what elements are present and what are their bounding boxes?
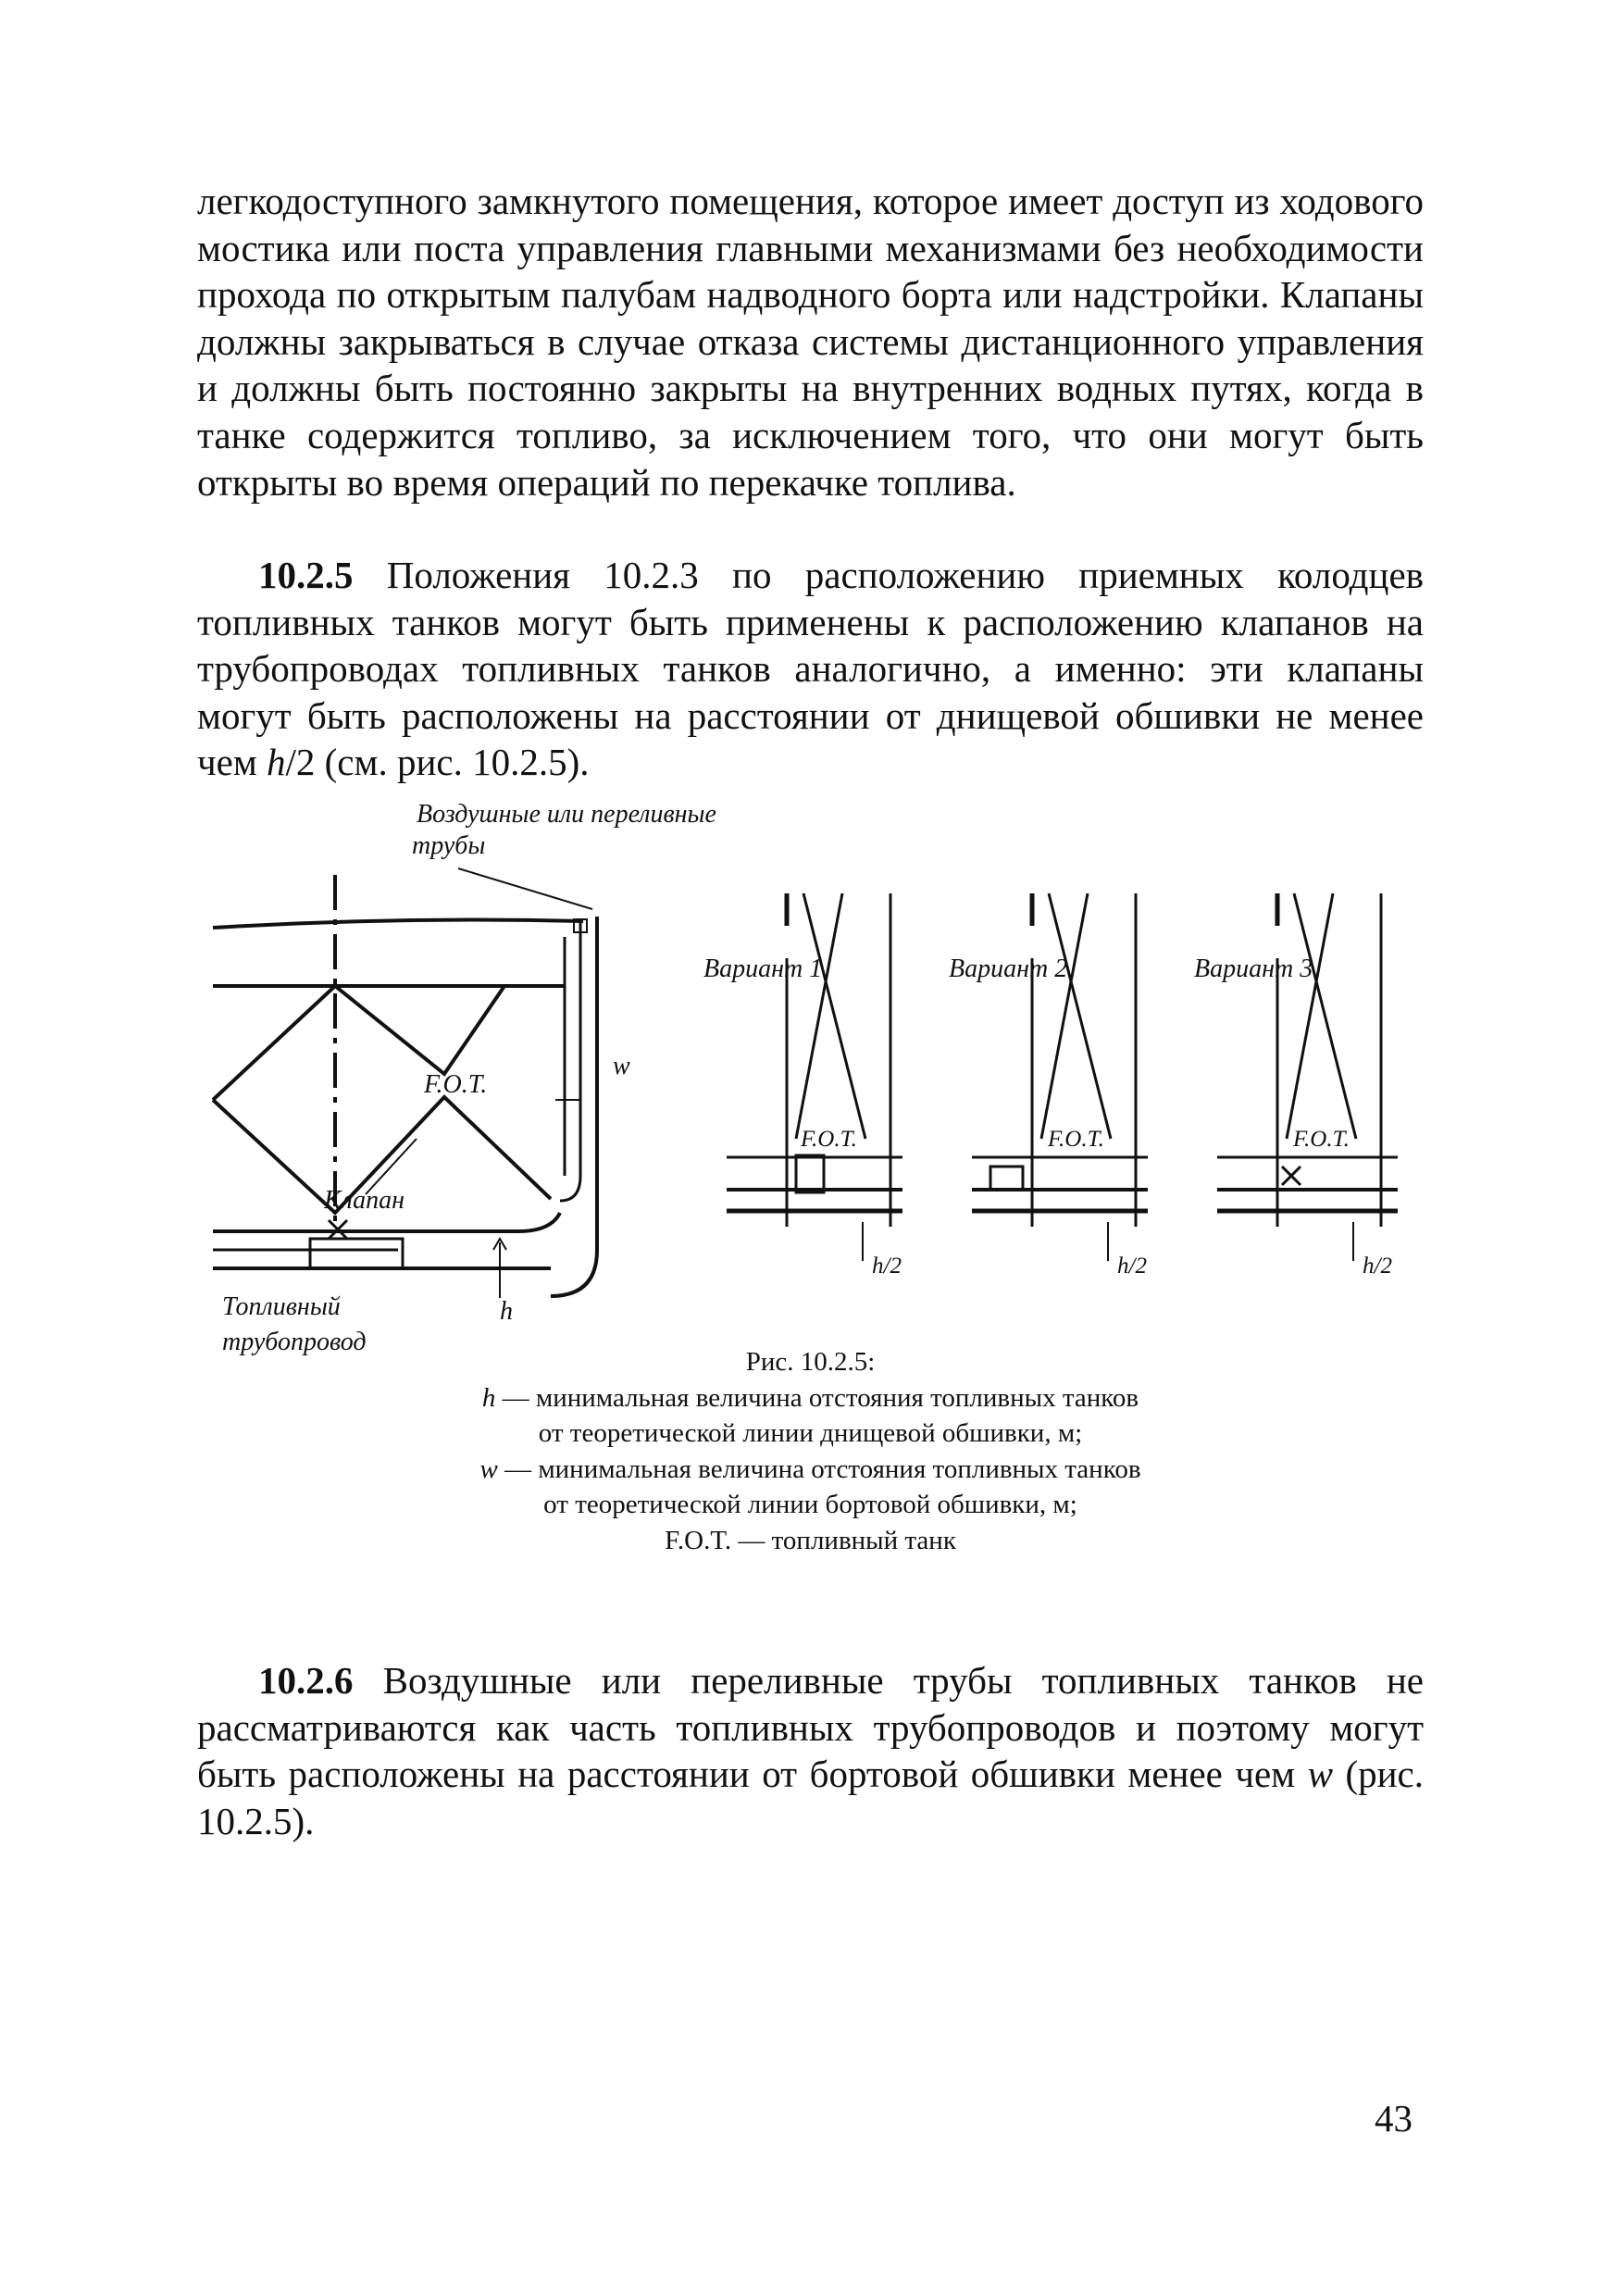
caption-title: Рис. 10.2.5:: [745, 1347, 876, 1377]
label-fot-v1: F.O.T.: [801, 1127, 857, 1152]
caption-text-w: — минимальная величина отстояния топливных танков: [497, 1454, 1141, 1484]
caption-line-h: [197, 1380, 1424, 1416]
label-fot-v2: F.O.T.: [1048, 1127, 1104, 1152]
variant-3-diagram: [1194, 893, 1398, 1279]
label-variant-1: Вариант 1: [703, 955, 823, 983]
paragraph-tail: (рис. 10.2.5).: [197, 1753, 1425, 1842]
label-air-pipes-line2: трубы: [412, 831, 486, 860]
caption-line-5: F.O.T. — топливный танк: [665, 1525, 956, 1555]
clause-number: 10.2.6: [258, 1659, 354, 1702]
label-h2-v3: h/2: [1363, 1254, 1392, 1279]
paragraph-text: Положения 10.2.3 по расположению приемных колодцев топливных танков могут быть применены к расположению клапанов на трубопроводах топливных танков аналогично, а именно: эти клапаны могут быть расположены на расстоянии от днищевой обшивки не менее чем: [197, 554, 1424, 784]
paragraph-continuation: легкодоступного замкнутого помещения, которое имеет доступ из ходового мостика или поста управления главными механизмами без необходимости прохода по открытым палубам надводного борта или надстройки. Клапаны должны закрываться в случае отказа системы дистанционного управления и должны быть постоянно закрыты на внутренних водных путях, когда в танке содержится топливо, за исключением того, что они могут быть открыты во время операций по перекачке топлива.: [197, 180, 1424, 504]
variant-1-diagram: [703, 893, 902, 1279]
paragraph-tail: /2 (см. рис. 10.2.5).: [285, 741, 590, 784]
leader-air-pipes: [458, 868, 592, 909]
page-number: 43: [1375, 2097, 1413, 2140]
tank-bottom: [213, 1213, 560, 1231]
caption-text-h: — минимальная величина отстояния топливных танков: [495, 1382, 1139, 1413]
caption-symbol-w: w: [479, 1454, 498, 1484]
label-variant-3: Вариант 3: [1194, 955, 1313, 983]
label-variant-2: Вариант 2: [949, 955, 1068, 983]
caption-line-w: [197, 1452, 1424, 1488]
symbol-h: h: [267, 741, 286, 784]
caption-line-2: от теоретической линии днищевой обшивки, м;: [538, 1418, 1083, 1448]
shell-side: [551, 917, 597, 1296]
variant-2-diagram: [949, 893, 1148, 1279]
caption-symbol-h: h: [481, 1382, 496, 1413]
label-fot-v3: F.O.T.: [1293, 1127, 1350, 1152]
symbol-w: w: [1307, 1753, 1333, 1796]
caption-line-4: от теоретической линии бортовой обшивки, м;: [543, 1490, 1077, 1519]
diagram-svg: [185, 787, 1444, 1356]
label-h2-v1: h/2: [872, 1254, 902, 1279]
pipe-flange: [310, 1239, 403, 1268]
label-w: w: [613, 1052, 630, 1080]
clause-number: 10.2.5: [258, 554, 354, 596]
air-pipe: [560, 921, 580, 1201]
label-valve: Клапан: [324, 1186, 405, 1215]
label-h2-v2: h/2: [1117, 1254, 1147, 1279]
deck-line: [213, 920, 583, 928]
paragraph-10-2-5: [197, 552, 1424, 786]
paragraph-10-2-6: [197, 1657, 1424, 1844]
figure-caption: [197, 1344, 1424, 1558]
label-h: h: [500, 1297, 513, 1326]
hidden: [504, 986, 551, 1199]
paragraph-text: Воздушные или переливные трубы топливных танков не рассматриваются как часть топливных трубопроводов и поэтому могут быть расположены на расстоянии от бортовой обшивки менее чем: [197, 1659, 1424, 1796]
figure-10-2-5: [185, 787, 1444, 1356]
label-fot-main: F.O.T.: [424, 1070, 488, 1099]
label-fuel-line-1: Топливный: [222, 1292, 341, 1321]
label-air-pipes-line1: Воздушные или переливные: [417, 800, 716, 829]
label-fuel-line-2: трубопровод: [222, 1328, 367, 1356]
